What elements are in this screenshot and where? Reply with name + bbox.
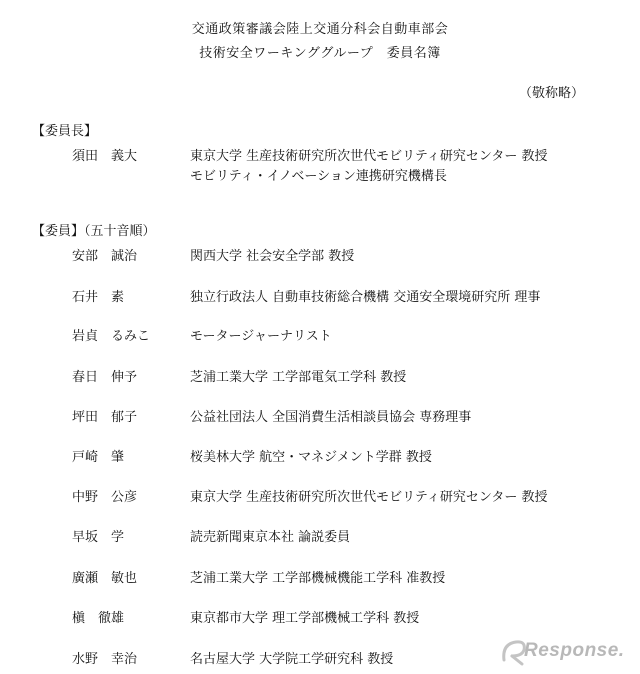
member-name: 坪田 郁子 xyxy=(72,410,138,425)
title-line-2: 技術安全ワーキンググループ 委員名簿 xyxy=(199,46,441,61)
member-name: 水野 幸治 xyxy=(72,652,138,667)
members-heading: 【委員】（五十音順） xyxy=(32,224,156,239)
member-affiliation: 読売新聞東京本社 論説委員 xyxy=(190,530,351,545)
member-affiliation: 名古屋大学 大学院工学研究科 教授 xyxy=(190,652,394,667)
response-watermark xyxy=(500,634,630,668)
honorific-note: （敬称略） xyxy=(518,86,584,101)
member-affiliation: 東京都市大学 理工学部機械工学科 教授 xyxy=(190,611,420,626)
watermark-text: Response. xyxy=(524,640,625,661)
member-affiliation: 芝浦工業大学 工学部機械機能工学科 准教授 xyxy=(190,571,446,586)
member-name: 安部 誠治 xyxy=(72,249,138,264)
member-affiliation: 東京大学 生産技術研究所次世代モビリティ研究センター 教授 xyxy=(190,490,548,505)
chair-name: 須田 義大 xyxy=(72,149,138,164)
member-name: 岩貞 るみこ xyxy=(72,329,151,344)
member-affiliation: モータージャーナリスト xyxy=(190,329,332,344)
member-name: 春日 伸予 xyxy=(72,370,138,385)
member-affiliation: 公益社団法人 全国消費生活相談員協会 専務理事 xyxy=(190,410,472,425)
member-affiliation: 桜美林大学 航空・マネジメント学群 教授 xyxy=(190,450,432,465)
member-name: 石井 素 xyxy=(72,290,125,305)
member-name: 槇 徹雄 xyxy=(72,611,125,626)
member-affiliation: 独立行政法人 自動車技術総合機構 交通安全環境研究所 理事 xyxy=(190,290,541,305)
member-affiliation: 関西大学 社会安全学部 教授 xyxy=(190,249,355,264)
chair-heading: 【委員長】 xyxy=(32,124,98,139)
member-name: 早坂 学 xyxy=(72,530,125,545)
member-name: 戸崎 肇 xyxy=(72,450,125,465)
member-affiliation: 芝浦工業大学 工学部電気工学科 教授 xyxy=(190,370,407,385)
member-name: 廣瀬 敏也 xyxy=(72,571,138,586)
chair-affiliation-2: モビリティ・イノベーション連携研究機構長 xyxy=(190,169,447,184)
chair-affiliation: 東京大学 生産技術研究所次世代モビリティ研究センター 教授 xyxy=(190,149,548,164)
member-name: 中野 公彦 xyxy=(72,490,138,505)
title-line-1: 交通政策審議会陸上交通分科会自動車部会 xyxy=(191,22,449,37)
